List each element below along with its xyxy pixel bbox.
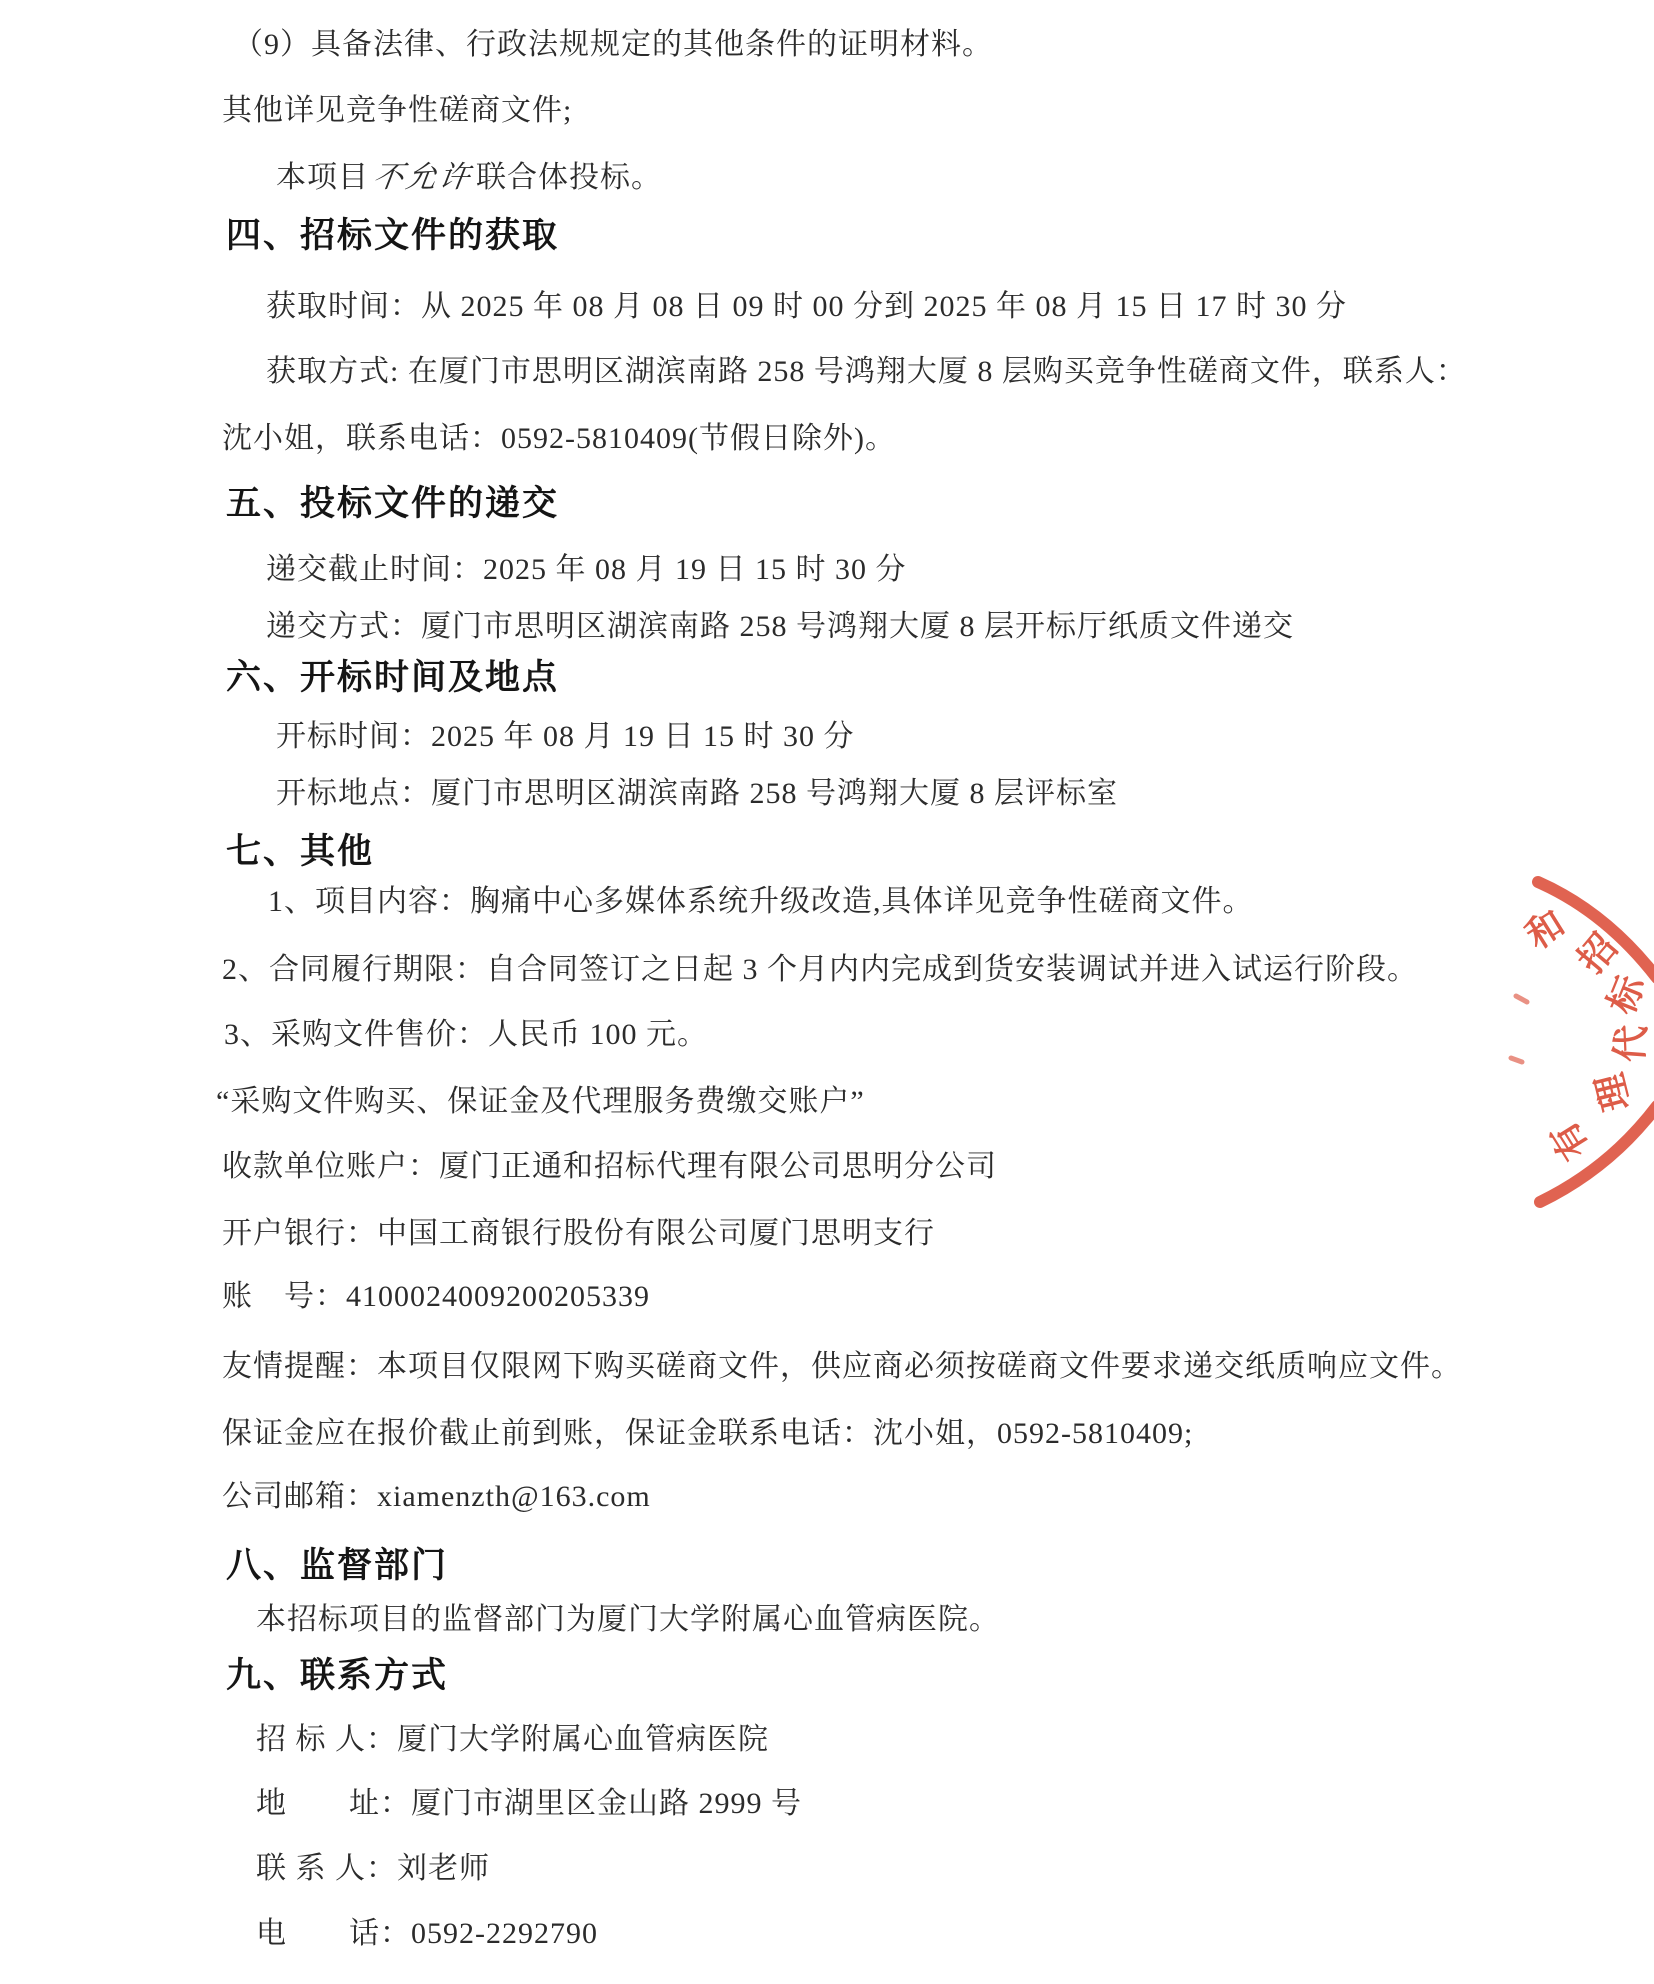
section-5-deadline: 递交截止时间：2025 年 08 月 19 日 15 时 30 分: [266, 553, 907, 586]
section-8-supervision-dept: 本招标项目的监督部门为厦门大学附属心血管病医院。: [256, 1603, 1000, 1636]
contact-person: 联 系 人：刘老师: [256, 1852, 490, 1885]
section-4-title: 四、招标文件的获取: [226, 216, 560, 255]
svg-text:招: 招: [1569, 926, 1626, 981]
company-email: 公司邮箱：xiamenzth@163.com: [222, 1480, 651, 1513]
bank-name: 开户银行：中国工商银行股份有限公司厦门思明支行: [222, 1217, 935, 1250]
svg-text:理: 理: [1588, 1069, 1638, 1116]
section-4-contact-phone: 沈小姐，联系电话：0592-5810409(节假日除外)。: [222, 422, 896, 455]
section-6-open-time: 开标时间：2025 年 08 月 19 日 15 时 30 分: [276, 720, 855, 753]
section-7-title: 七、其他: [226, 832, 375, 871]
joint-bid-statement: [276, 163, 662, 193]
section-8-title: 八、监督部门: [226, 1546, 449, 1585]
red-seal-stamp: [1380, 856, 1654, 1336]
payment-account-note: “采购文件购买、保证金及代理服务费缴交账户”: [216, 1085, 865, 1118]
joint-bid-emphasis: 不允许: [370, 161, 475, 194]
section-5-method: 递交方式：厦门市思明区湖滨南路 258 号鸿翔大厦 8 层开标厅纸质文件递交: [266, 610, 1294, 643]
payee-account: 收款单位账户：厦门正通和招标代理有限公司思明分公司: [222, 1150, 997, 1183]
section-6-open-place: 开标地点：厦门市思明区湖滨南路 258 号鸿翔大厦 8 层评标室: [276, 777, 1118, 810]
contact-phone: 电 话：0592-2292790: [256, 1917, 598, 1950]
svg-text:和: 和: [1518, 902, 1572, 957]
tenderer-address: 地 址：厦门市湖里区金山路 2999 号: [256, 1787, 802, 1820]
joint-bid-suffix: 联合体投标。: [476, 161, 662, 194]
tenderer-name: 招 标 人：厦门大学附属心血管病医院: [256, 1723, 769, 1756]
see-other-note: 其他详见竞争性磋商文件;: [222, 94, 573, 127]
section-4-obtain-method: 获取方式: 在厦门市思明区湖滨南路 258 号鸿翔大厦 8 层购买竞争性磋商文件，联系人：: [266, 355, 1467, 388]
svg-text:有: 有: [1542, 1114, 1597, 1168]
svg-text:标: 标: [1600, 969, 1653, 1020]
section-4-obtain-time: 获取时间：从 2025 年 08 月 08 日 09 时 00 分到 2025 年 08 月 15 日 17 时 30 分: [266, 290, 1347, 323]
section-7-item-3-document-price: 3、采购文件售价：人民币 100 元。: [224, 1018, 708, 1051]
svg-text:代: 代: [1609, 1023, 1653, 1064]
section-5-title: 五、投标文件的递交: [226, 484, 560, 523]
friendly-reminder: 友情提醒：本项目仅限网下购买磋商文件，供应商必须按磋商文件要求递交纸质响应文件。: [222, 1350, 1462, 1383]
section-7-item-1-project-content: 1、项目内容：胸痛中心多媒体系统升级改造,具体详见竞争性磋商文件。: [268, 885, 1254, 918]
clause-9-other-conditions: （9）具备法律、行政法规规定的其他条件的证明材料。: [233, 28, 993, 61]
section-6-title: 六、开标时间及地点: [226, 658, 560, 697]
section-7-item-2-contract-term: 2、合同履行期限：自合同签订之日起 3 个月内内完成到货安装调试并进入试运行阶段。: [222, 953, 1418, 986]
joint-bid-prefix: 本项目: [276, 161, 369, 194]
deposit-note: 保证金应在报价截止前到账，保证金联系电话：沈小姐，0592-5810409;: [222, 1417, 1194, 1450]
seal-icon: [1380, 856, 1654, 1336]
section-9-title: 九、联系方式: [226, 1656, 449, 1695]
account-number: 账 号：4100024009200205339: [222, 1280, 650, 1313]
